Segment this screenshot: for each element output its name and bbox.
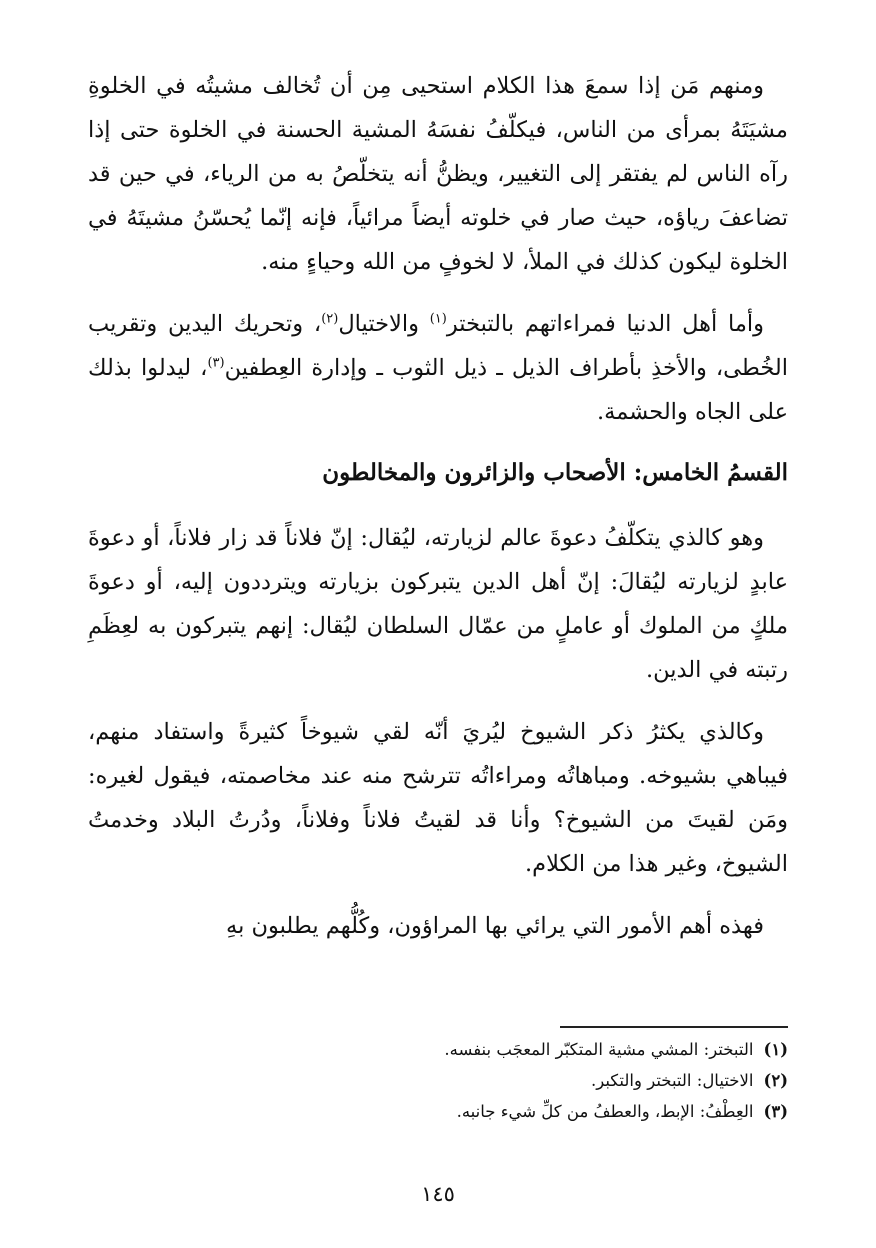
paragraph-2-part-c: ، وتحريك اليدين وتقريب الخُطى، والأخذِ بأطراف الذيل ـ ذيل الثوب ـ وإدارة العِطفين <box>88 311 788 381</box>
paragraph-4: وكالذي يكثرُ ذكر الشيوخ ليُريَ أنّه لقي شيوخاً كثيرةً واستفاد منهم، فيباهي بشيوخه. ومباهاتُه ومراءاتُه تترشح منه عند مخاصمته، فيقول لغيره: ومَن لقيتَ من الشيوخ؟ وأنا قد لقيتُ فلاناً وفلاناً، ودُرتُ البلاد وخدمتُ الشيوخ، وغير هذا من الكلام. <box>88 719 788 877</box>
paragraph-3: وهو كالذي يتكلّفُ دعوةَ عالم لزيارته، ليُقال: إنّ فلاناً قد زار فلاناً، أو دعوةَ عابدٍ لزيارته ليُقالَ: إنّ أهل الدين يتبركون بزيارته ويترددون إليه، أو دعوةَ ملكٍ من الملوك أو عاملٍ من عمّال السلطان ليُقال: إنهم يتبركون به لعِظَمِ رتبته في الدين. <box>88 525 788 683</box>
paragraph-5: فهذه أهم الأمور التي يرائي بها المراؤون، وكُلُّهم يطلبون بهِ <box>226 913 764 939</box>
page-number: ١٤٥ <box>421 1182 455 1206</box>
footnote-text: التبختر: المشي مشية المتكبّر المعجَب بنفسه. <box>444 1040 754 1059</box>
paragraph-1: ومنهم مَن إذا سمعَ هذا الكلام استحيى مِن أن تُخالف مشيتُه في الخلوةِ مشيَتَهُ بمرأى من الناس، فيكلّفُ نفسَهُ المشية الحسنة في الخلوة حتى إذا رآه الناس لم يفتقر إلى التغيير، ويظنُّ أنه يتخلّصُ به من الرياء، في حين قد تضاعفَ رياؤه، حيث صار في خلوته أيضاً مرائياً، فإنه إنّما يُحسّنُ مشيتَهُ في الخلوة ليكون كذلك في الملأ، لا لخوفٍ من الله وحياءٍ منه. <box>88 73 788 275</box>
footnote-text: العِطْفُ: الإبط، والعطفُ من كلِّ شيء جانبه. <box>456 1102 754 1121</box>
footnote-text: الاختيال: التبختر والتكبر. <box>590 1071 754 1090</box>
footnote-ref-1[interactable]: (١) <box>429 311 447 327</box>
footnote-1 <box>88 1034 788 1065</box>
page-body <box>88 64 788 966</box>
paragraph-2 <box>88 302 788 434</box>
paragraph-2-part-b: والاختيال <box>338 311 430 337</box>
footnote-ref-2[interactable]: (٢) <box>321 311 339 327</box>
section-heading: القسمُ الخامس: الأصحاب والزائرون والمخالطون <box>322 459 788 486</box>
footnote-number: (٣) <box>763 1102 788 1121</box>
footnote-3 <box>88 1096 788 1127</box>
footnote-ref-3[interactable]: (٣) <box>207 355 225 371</box>
footnotes <box>88 1034 788 1127</box>
paragraph-2-part-a: وأما أهل الدنيا فمراءاتهم بالتبختر <box>446 311 765 337</box>
footnote-number: (٢) <box>763 1071 788 1090</box>
footnote-number: (١) <box>763 1040 788 1059</box>
footnote-divider <box>560 1026 788 1028</box>
paragraph-2-part-d: ، ليدلوا بذلك على الجاه والحشمة. <box>88 355 788 425</box>
footnote-2 <box>88 1065 788 1096</box>
